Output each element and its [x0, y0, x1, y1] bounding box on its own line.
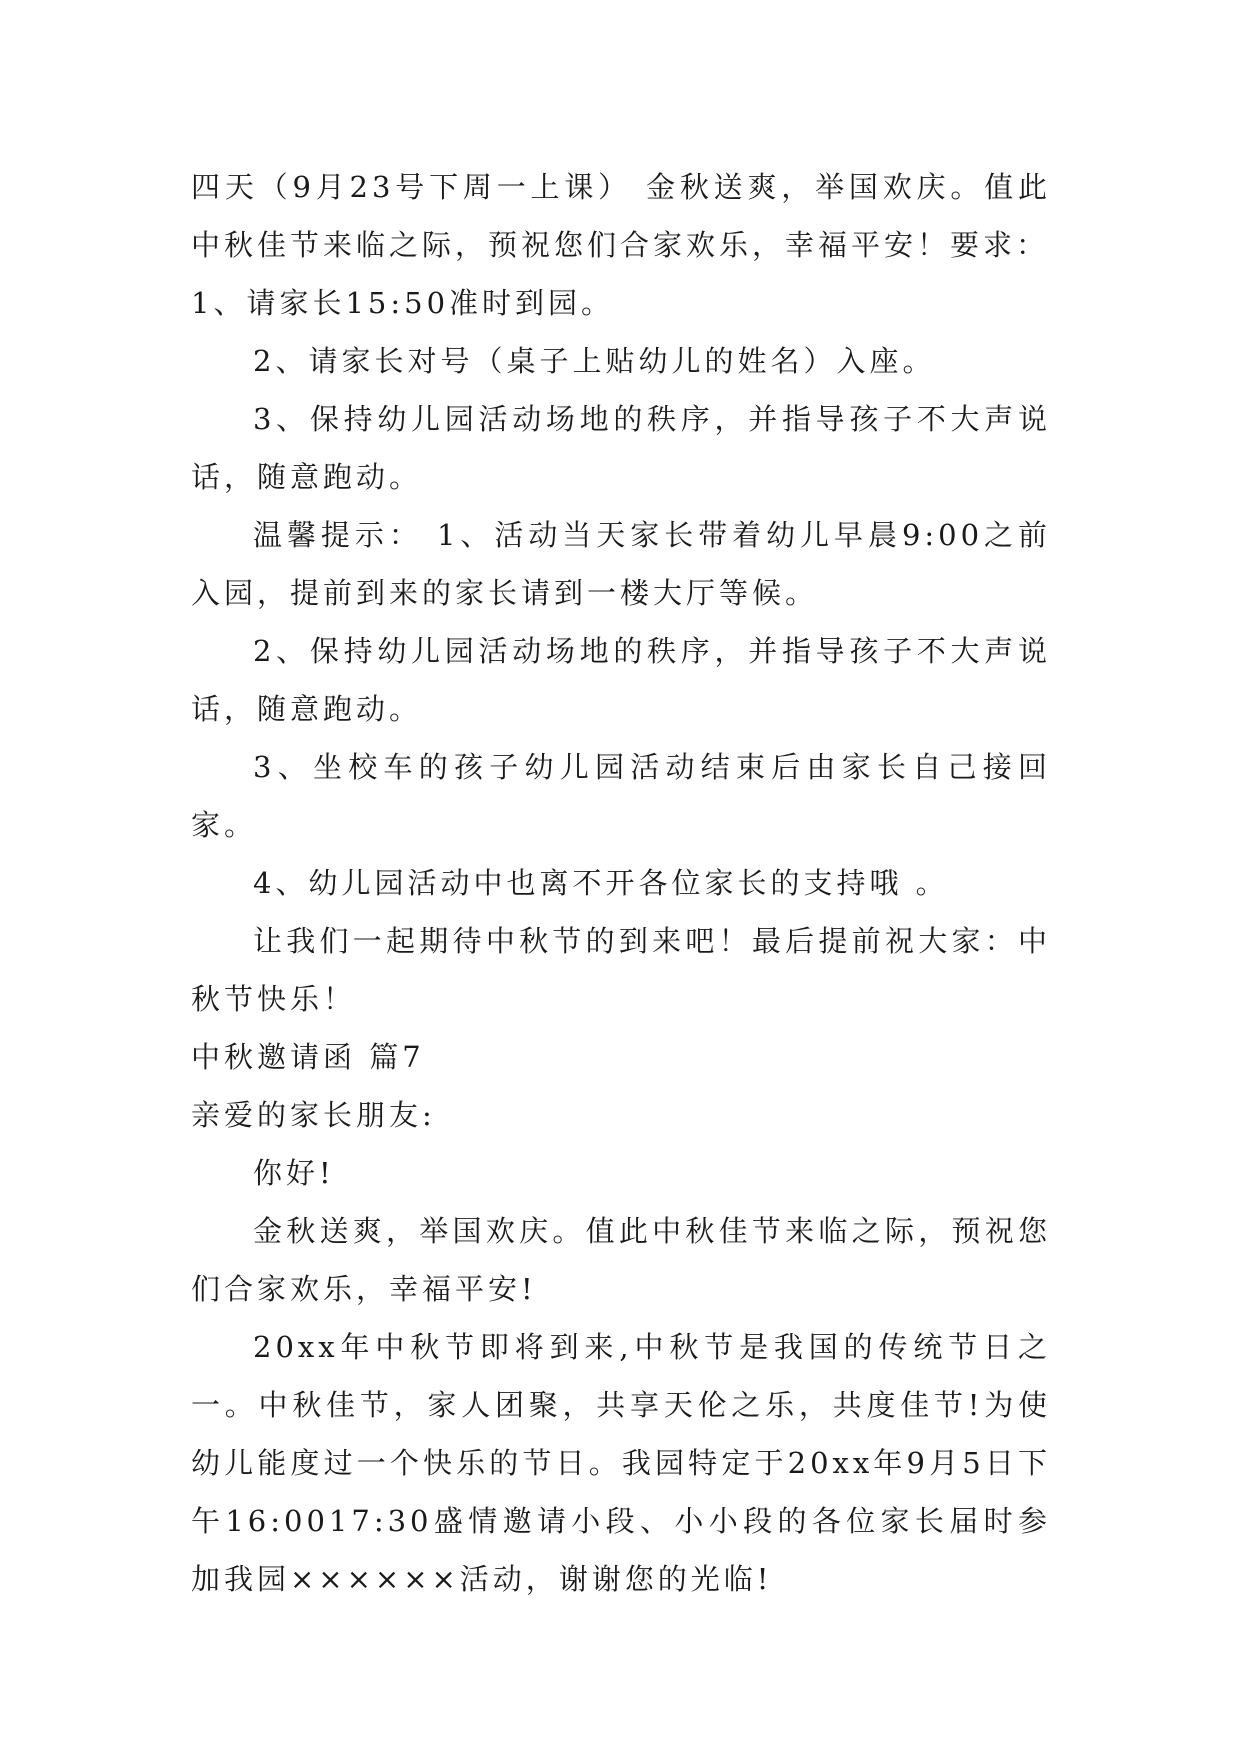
- paragraph-blessing: 金秋送爽，举国欢庆。值此中秋佳节来临之际，预祝您们合家欢乐，幸福平安!: [191, 1214, 1051, 1306]
- paragraph-closing-wish: 让我们一起期待中秋节的到来吧！最后提前祝大家：中秋节快乐！: [191, 924, 1051, 1016]
- paragraph-tip-4: 4、幼儿园活动中也离不开各位家长的支持哦 。: [253, 866, 949, 900]
- paragraph-requirement-2: 2、请家长对号（桌子上贴幼儿的姓名）入座。: [253, 344, 936, 378]
- salutation: 亲爱的家长朋友:: [191, 1098, 436, 1132]
- paragraph-requirement-3: 3、保持幼儿园活动场地的秩序，并指导孩子不大声说话，随意跑动。: [191, 402, 1051, 494]
- section-heading: 中秋邀请函 篇7: [191, 1040, 425, 1074]
- paragraph-tip-2: 2、保持幼儿园活动场地的秩序，并指导孩子不大声说话，随意跑动。: [191, 634, 1051, 726]
- paragraph-tip-1: 温馨提示： 1、活动当天家长带着幼儿早晨9:00之前入园，提前到来的家长请到一楼大厅等候。: [191, 518, 1051, 610]
- paragraph-requirement-1: 1、请家长15:50准时到园。: [191, 286, 615, 320]
- paragraph-invitation: 20xx年中秋节即将到来,中秋节是我国的传统节日之一。中秋佳节，家人团聚，共享天伦之乐，共度佳节!为使幼儿能度过一个快乐的节日。我园特定于20xx年9月5日下午16:0017:30盛情邀请小段、小小段的各位家长届时参加我园××××××活动，谢谢您的光临!: [191, 1330, 1051, 1596]
- greeting: 你好!: [253, 1156, 335, 1190]
- paragraph-tip-3: 3、坐校车的孩子幼儿园活动结束后由家长自己接回家。: [191, 750, 1051, 842]
- paragraph-schedule-greeting: 四天（9月23号下周一上课） 金秋送爽，举国欢庆。值此中秋佳节来临之际，预祝您们合家欢乐，幸福平安！要求：: [191, 170, 1051, 262]
- document-body: [191, 158, 1051, 1608]
